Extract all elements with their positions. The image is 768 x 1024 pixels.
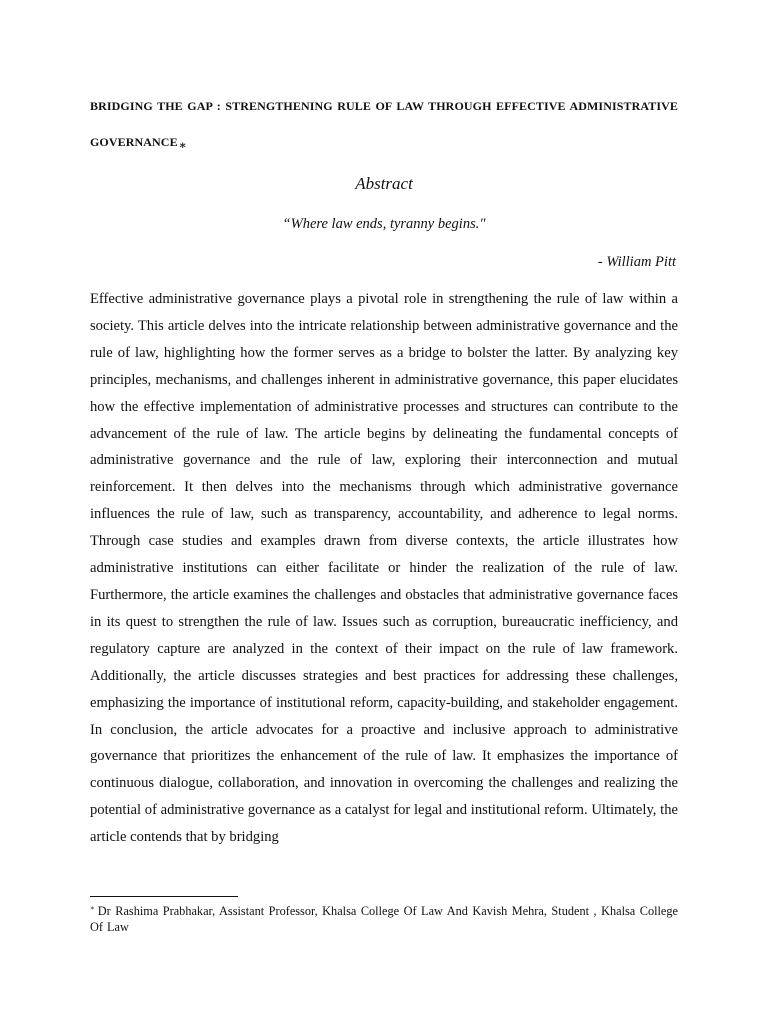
title-text: BRIDGING THE GAP : STRENGTHENING RULE OF LAW THROUGH EFFECTIVE ADMINISTRATIVE GOVERNANCE xyxy=(90,99,678,149)
article-title xyxy=(90,88,678,160)
footnote-divider xyxy=(90,896,238,897)
quote-attribution: - William Pitt xyxy=(597,254,676,270)
footnote-mark-icon: ∗ xyxy=(90,904,95,912)
abstract-paragraph: Effective administrative governance plays a pivotal role in strengthening the rule of law within a society. This article delves into the intricate relationship between administrative governance and the rule of law, highlighting how the former serves as a bridge to bolster the latter. By analyzing key principles, mechanisms, and challenges inherent in administrative governance, this paper elucidates how the effective implementation of administrative processes and structures can contribute to the advancement of the rule of law. The article begins by delineating the fundamental concepts of administrative governance and the rule of law, exploring their interconnection and mutual reinforcement. It then delves into the mechanisms through which administrative governance influences the rule of law, such as transparency, accountability, and adherence to legal norms. Through case studies and examples drawn from diverse contexts, the article illustrates how administrative institutions can either facilitate or hinder the realization of the rule of law. Furthermore, the article examines the challenges and obstacles that administrative governance faces in its quest to strengthen the rule of law. Issues such as corruption, bureaucratic inefficiency, and regulatory capture are analyzed in the context of their impact on the rule of law framework. Additionally, the article discusses strategies and best practices for addressing these challenges, emphasizing the importance of institutional reform, capacity-building, and stakeholder engagement. In conclusion, the article advocates for a proactive and inclusive approach to administrative governance that prioritizes the enhancement of the rule of law. It emphasizes the importance of continuous dialogue, collaboration, and innovation in overcoming the challenges and realizing the potential of administrative governance as a catalyst for legal and institutional reform. Ultimately, the article contends that by bridging xyxy=(90,291,678,846)
footnote xyxy=(90,900,678,935)
footnote-marker-icon: ∗ xyxy=(178,138,188,152)
abstract-body xyxy=(90,286,678,851)
footnote-text: Dr Rashima Prabhakar, Assistant Professor, Khalsa College Of Law And Kavish Mehra, Student , Khalsa College Of Law xyxy=(90,904,678,935)
epigraph-quote: “Where law ends, tyranny begins." xyxy=(282,216,486,232)
abstract-heading: Abstract xyxy=(355,174,413,193)
